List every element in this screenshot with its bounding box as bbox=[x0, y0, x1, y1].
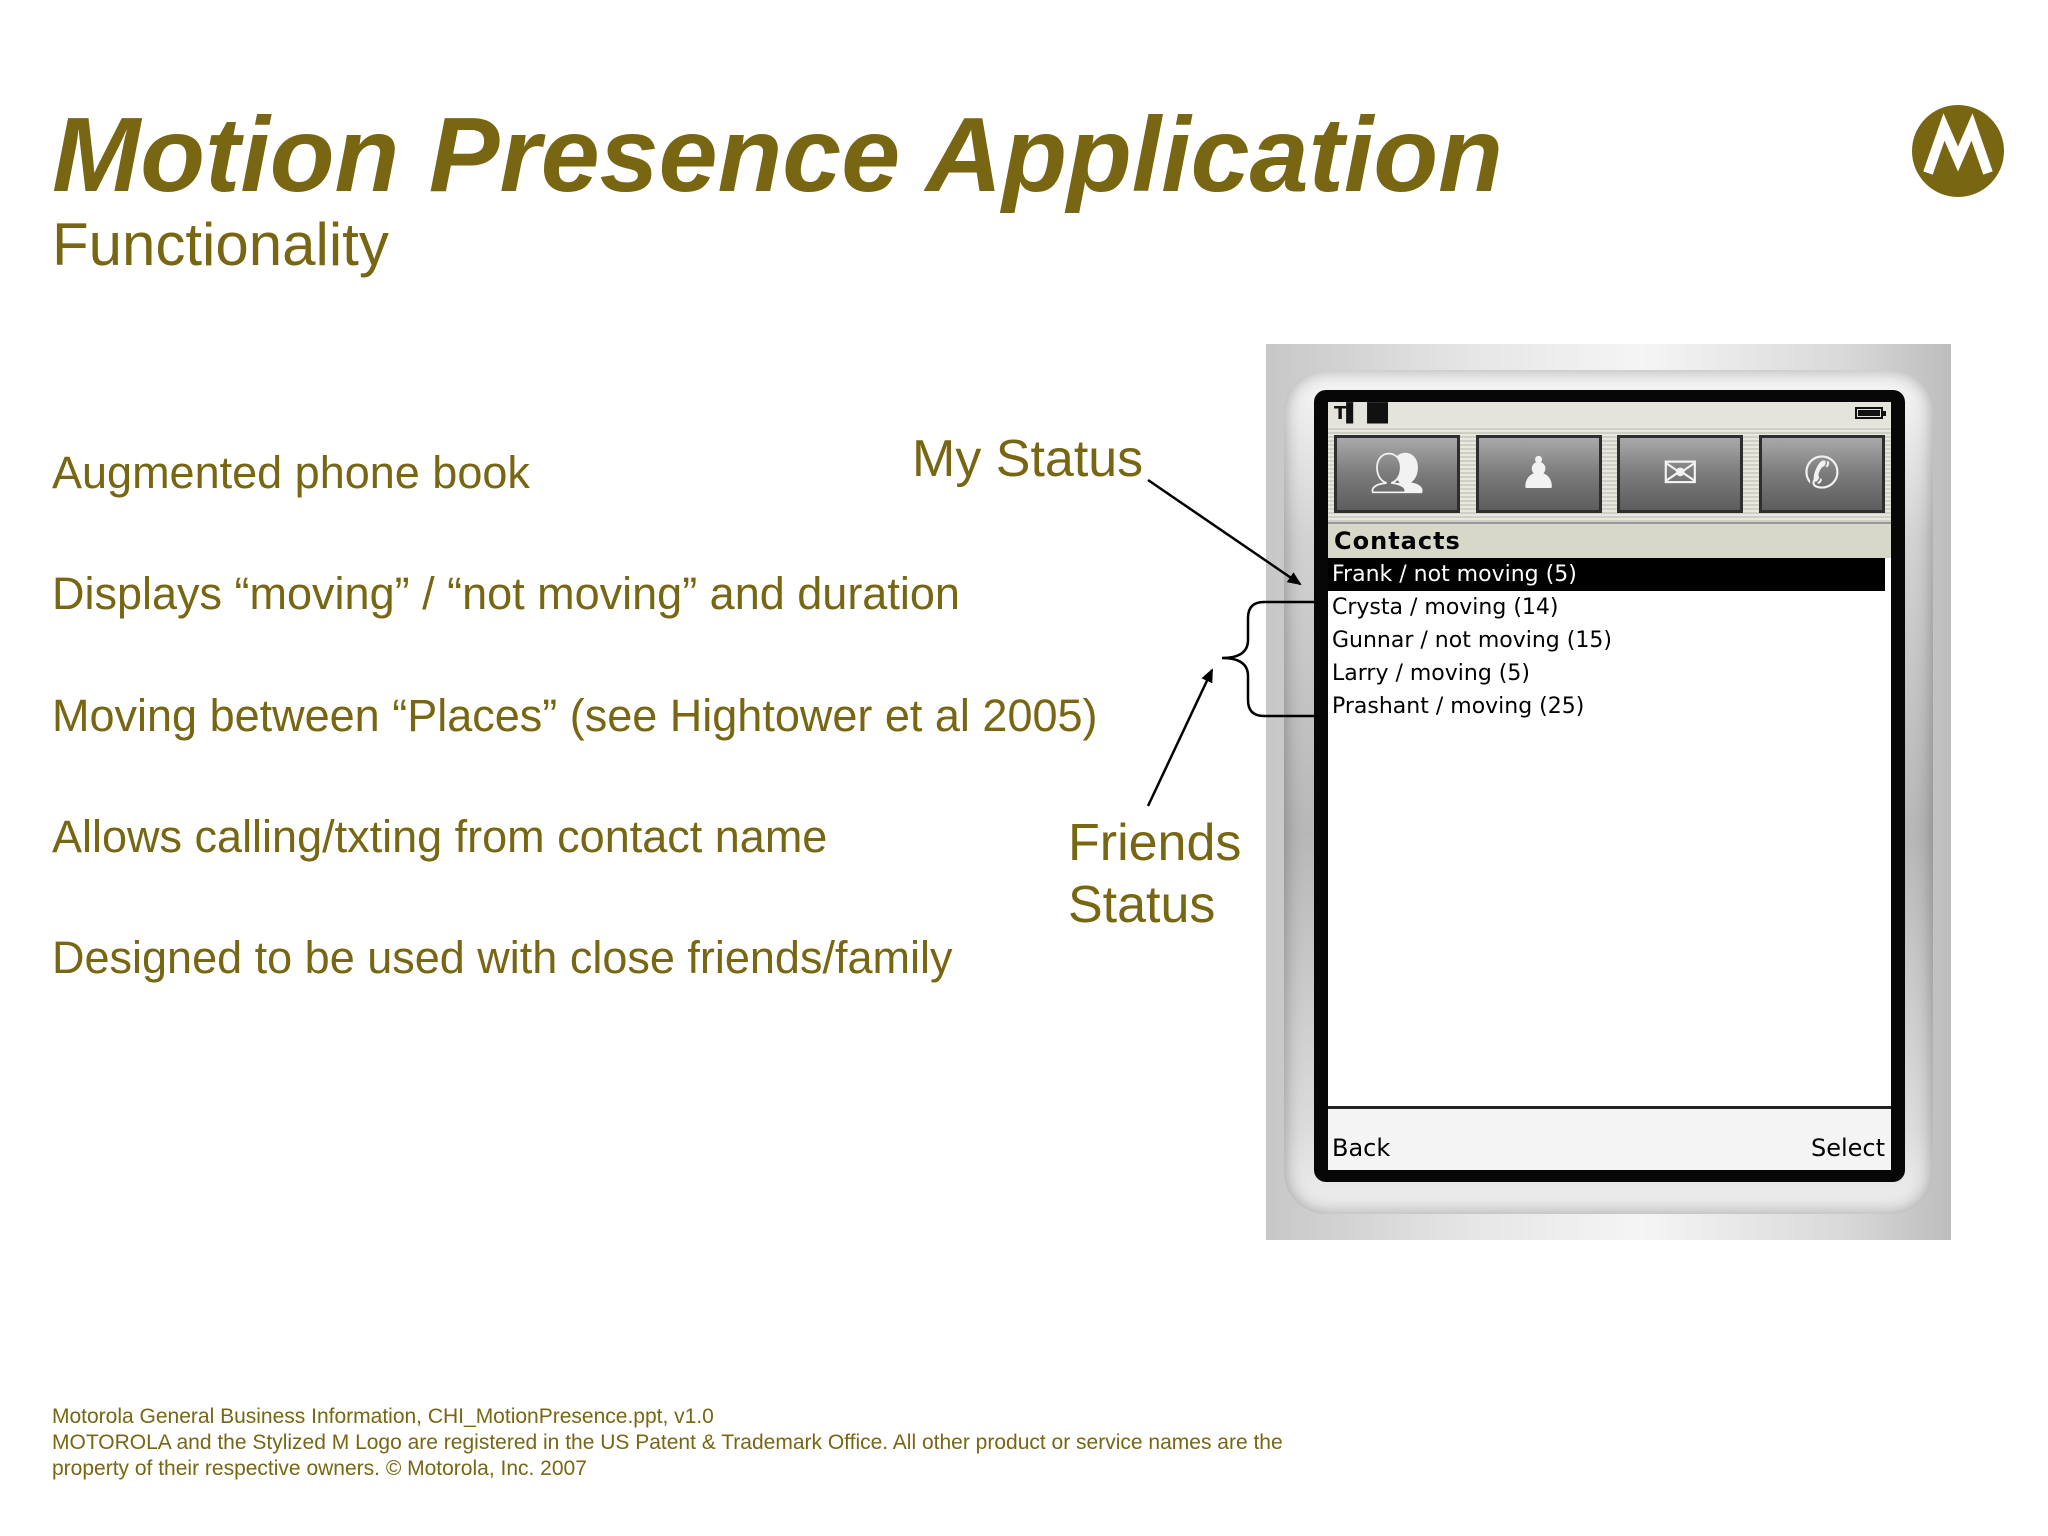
bullet-allows-calling: Allows calling/txting from contact name bbox=[52, 811, 828, 862]
contacts-header: Contacts bbox=[1328, 522, 1891, 558]
bullet-moving-between-places: Moving between “Places” (see Hightower et al 2005) bbox=[52, 690, 1098, 741]
friends-status-arrow bbox=[1148, 670, 1212, 806]
bullet-augmented-phone-book: Augmented phone book bbox=[52, 447, 530, 498]
friends-brace bbox=[1222, 602, 1318, 716]
envelope-icon[interactable]: ✉ bbox=[1617, 435, 1743, 513]
contact-item[interactable]: Gunnar / not moving (15) bbox=[1332, 628, 1612, 653]
bullet-displays-moving: Displays “moving” / “not moving” and duration bbox=[52, 568, 960, 619]
slide-subtitle: Functionality bbox=[52, 211, 389, 278]
phone-handset-icon[interactable]: ✆ bbox=[1759, 435, 1885, 513]
callout-friends-status-line1: Friends bbox=[1068, 814, 1242, 872]
footer-line: property of their respective owners. © Motorola, Inc. 2007 bbox=[52, 1457, 587, 1480]
people-icon[interactable]: 👥︎ bbox=[1334, 435, 1460, 513]
slide-title: Motion Presence Application bbox=[52, 96, 1503, 214]
bullet-close-friends: Designed to be used with close friends/family bbox=[52, 932, 953, 983]
my-status-arrow bbox=[1148, 480, 1300, 584]
callout-my-status: My Status bbox=[912, 430, 1144, 488]
select-softkey[interactable]: Select bbox=[1810, 1134, 1885, 1162]
contact-item[interactable]: Prashant / moving (25) bbox=[1332, 694, 1585, 719]
callout-friends-status-line2: Status bbox=[1068, 876, 1216, 934]
signal-icon: 𝗧▌▐█ bbox=[1334, 403, 1388, 424]
contact-item[interactable]: Crysta / moving (14) bbox=[1332, 595, 1559, 620]
footer-line: Motorola General Business Information, CHI_MotionPresence.ppt, v1.0 bbox=[52, 1405, 714, 1428]
slide-footer bbox=[52, 1404, 1492, 1482]
footer-line: MOTOROLA and the Stylized M Logo are registered in the US Patent & Trademark Office. All other product or service names are the bbox=[52, 1431, 1283, 1454]
contact-item[interactable]: Frank / not moving (5) bbox=[1328, 558, 1885, 591]
contact-item[interactable]: Larry / moving (5) bbox=[1332, 661, 1530, 686]
person-icon[interactable]: ♟ bbox=[1476, 435, 1602, 513]
back-softkey[interactable]: Back bbox=[1332, 1134, 1391, 1162]
